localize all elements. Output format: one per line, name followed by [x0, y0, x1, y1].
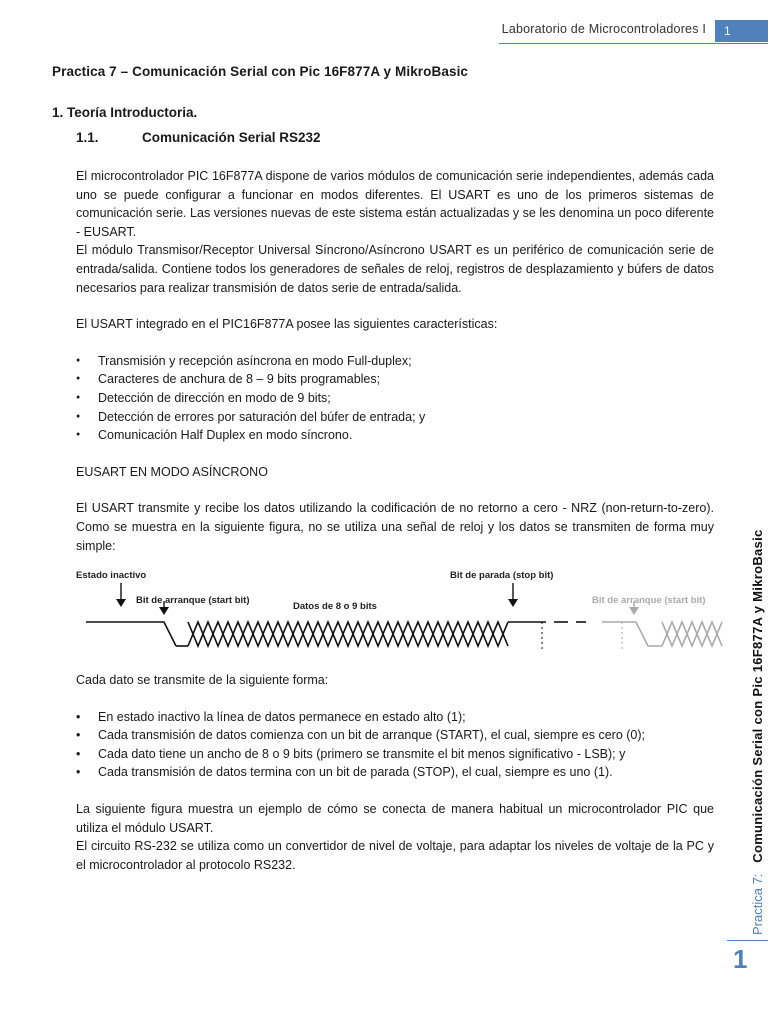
nrz-timing-diagram	[76, 561, 738, 657]
frame-steps-list	[76, 708, 714, 782]
side-prefix: Practica 7:	[750, 873, 765, 935]
label-start-bit: Bit de arranque (start bit)	[136, 595, 250, 607]
subsection-title: Comunicación Serial RS232	[142, 130, 321, 145]
paragraph-frame-intro: Cada dato se transmite de la siguiente forma:	[76, 673, 329, 688]
header-title: Laboratorio de Microcontroladores I	[501, 22, 706, 36]
list-item: • Cada dato tiene un ancho de 8 o 9 bits (primero se transmite el bit menos significativo - LSB); y	[76, 745, 714, 764]
arrow-idle-head	[116, 599, 126, 607]
idle-line	[86, 622, 176, 646]
label-data-bits: Datos de 8 o 9 bits	[293, 601, 377, 613]
paragraph-usart: El módulo Transmisor/Receptor Universal Síncrono/Asíncrono USART es un periférico de comunicación serie de entrada/salida. Contiene todos los generadores de señales de reloj, registros de desplazamiento y búfers de datos necesarios para realizar transmisión de datos serie de entrada/salida.	[76, 243, 714, 295]
header-page-number: 1	[715, 20, 768, 42]
side-title	[750, 529, 765, 935]
next-frame-ghost	[602, 622, 722, 651]
side-rule	[727, 940, 768, 941]
paragraph-nrz: El USART transmite y recibe los datos utilizando la codificación de no retorno a cero - NRZ (non-return-to-zero). Como se muestra en la siguiente figura, no se utiliza una señal de reloj y los datos se transmiten de forma muy simple:	[76, 501, 714, 553]
header-rule	[499, 43, 768, 44]
side-text: Comunicación Serial con Pic 16F877A y MikroBasic	[750, 529, 765, 863]
label-idle-state: Estado inactivo	[76, 570, 147, 582]
subheading-eusart: EUSART EN MODO ASÍNCRONO	[76, 464, 268, 479]
label-stop-bit: Bit de parada (stop bit)	[450, 570, 554, 582]
list-item: ● Transmisión y recepción asíncrona en modo Full-duplex;	[76, 352, 714, 371]
list-item: • Cada transmisión de datos comienza con un bit de arranque (START), el cual, siempre es cero (0);	[76, 726, 714, 745]
list-item: • En estado inactivo la línea de datos permanece en estado alto (1);	[76, 708, 714, 727]
side-tab	[734, 475, 764, 935]
features-list	[76, 352, 714, 445]
label-next-start-bit: Bit de arranque (start bit)	[592, 595, 706, 607]
paragraph-intro: El microcontrolador PIC 16F877A dispone de varios módulos de comunicación serie independientes, además cada uno se puede configurar a funcionar en modos diferentes. El USART es uno de los primeros sistemas de comunicación serie. Las versiones nuevas de este sistema están actualizadas y se les denomina un poco diferente - EUSART.	[76, 169, 714, 239]
arrow-start-head	[159, 607, 169, 615]
list-item: ● Caracteres de anchura de 8 – 9 bits programables;	[76, 370, 714, 389]
list-item: ● Detección de errores por saturación del búfer de entrada; y	[76, 408, 714, 427]
list-item: • Cada transmisión de datos termina con un bit de parada (STOP), el cual, siempre es uno (1).	[76, 763, 714, 782]
list-item: ● Comunicación Half Duplex en modo síncrono.	[76, 426, 714, 445]
paragraph-features-intro: El USART integrado en el PIC16F877A posee las siguientes características:	[76, 317, 498, 332]
paragraph-rs232: El circuito RS-232 se utiliza como un convertidor de nivel de voltaje, para adaptar los niveles de voltaje de la PC y el microcontrolador al protocolo RS232.	[76, 839, 714, 872]
subsection-number: 1.1.	[76, 130, 99, 145]
list-item: ● Detección de dirección en modo de 9 bits;	[76, 389, 714, 408]
side-page-number: 1	[733, 944, 748, 974]
subsection-heading	[76, 130, 714, 145]
paragraph-connection: La siguiente figura muestra un ejemplo de cómo se conecta de manera habitual un microcontrolador PIC que utiliza el módulo USART.	[76, 802, 714, 835]
section-heading: 1. Teoría Introductoria.	[52, 105, 198, 120]
document-title: Practica 7 – Comunicación Serial con Pic 16F877A y MikroBasic	[52, 64, 469, 79]
document-body	[52, 64, 714, 874]
waveform	[76, 561, 738, 657]
arrow-stop-head	[508, 599, 518, 607]
